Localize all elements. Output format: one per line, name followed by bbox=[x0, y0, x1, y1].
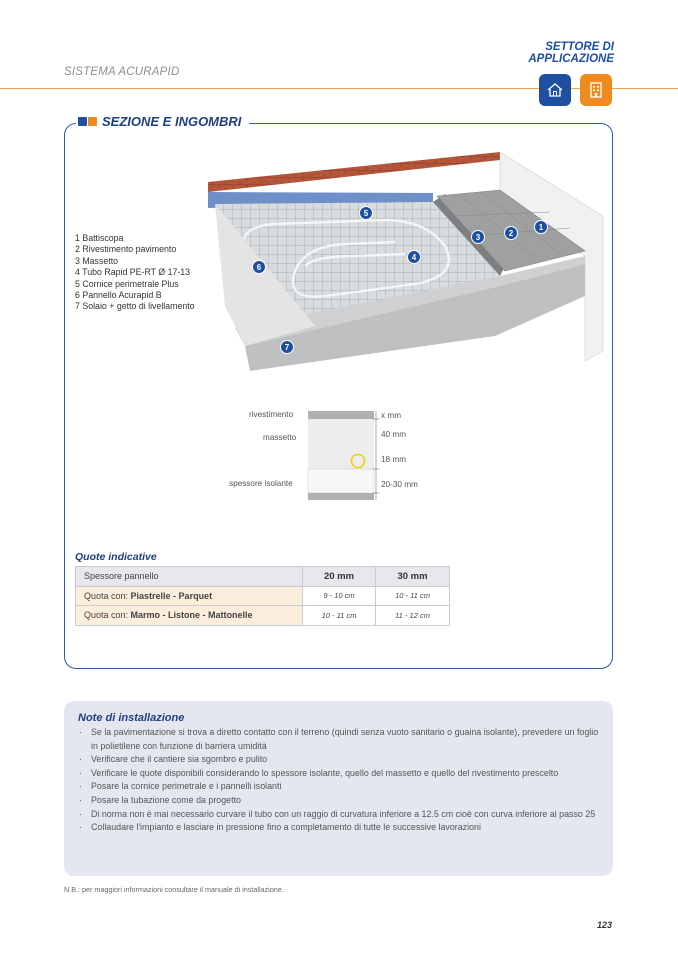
label-insulation: spessore isolante bbox=[229, 479, 293, 488]
table-row-label bbox=[76, 606, 303, 626]
list-item: · Collaudare l'impianto e lasciare in pressione fino a completamento di tutte le successive lavorazioni bbox=[78, 821, 599, 835]
legend-item: 7 Solaio + getto di livellamento bbox=[75, 301, 195, 312]
system-title: SISTEMA ACURAPID bbox=[64, 66, 180, 78]
table-cell: 9 - 10 cm bbox=[303, 586, 376, 606]
table-row-label bbox=[76, 586, 303, 606]
layer-diagram bbox=[305, 407, 383, 503]
floor-section-illustration bbox=[205, 146, 605, 371]
callout-5: 5 bbox=[363, 209, 369, 218]
dim-coating: x mm bbox=[381, 411, 402, 420]
table-cell: 10 - 11 cm bbox=[303, 606, 376, 626]
quote-title: Quote indicative bbox=[75, 551, 157, 563]
list-item: · Posare la tubazione come da progetto bbox=[78, 794, 599, 808]
header-divider bbox=[0, 88, 678, 89]
blue-square-icon bbox=[78, 117, 87, 126]
table-cell: 11 - 12 cm bbox=[376, 606, 450, 626]
table-cell: 10 - 11 cm bbox=[376, 586, 450, 606]
table-header-cell: Spessore pannello bbox=[76, 567, 303, 587]
table-header-cell: 20 mm bbox=[303, 567, 376, 587]
row-prefix: Quota con: bbox=[84, 610, 131, 621]
table-header-row bbox=[76, 567, 450, 587]
label-coating: rivestimento bbox=[249, 410, 294, 419]
row-label: Marmo - Listone - Mattonelle bbox=[130, 610, 253, 621]
notes-title: Note di installazione bbox=[78, 712, 185, 724]
list-item: · Di norma non è mai necessario curvare il tubo con un raggio di curvatura inferiore a 12.5 cm cioè con curva inferiore al passo 25 bbox=[78, 808, 599, 822]
dim-insulation: 20-30 mm bbox=[381, 480, 418, 489]
home-icon bbox=[539, 74, 571, 106]
dim-screed: 40 mm bbox=[381, 430, 407, 439]
sector-line-2: APPLICAZIONE bbox=[528, 53, 614, 65]
callout-3: 3 bbox=[475, 233, 481, 242]
sector-line-1: SETTORE DI bbox=[545, 41, 614, 53]
list-item: · Verificare che il cantiere sia sgombro e pulito bbox=[78, 753, 599, 767]
callout-4: 4 bbox=[411, 253, 417, 262]
page-number: 123 bbox=[596, 920, 612, 930]
dim-pipe: 18 mm bbox=[381, 455, 407, 464]
callout-2: 2 bbox=[508, 229, 514, 238]
installation-notes bbox=[64, 701, 613, 876]
row-label: Piastrelle - Parquet bbox=[130, 590, 213, 601]
legend-item: 4 Tubo Rapid PE-RT Ø 17-13 bbox=[75, 267, 191, 278]
notes-list bbox=[78, 726, 599, 835]
section-title-text: SEZIONE E INGOMBRI bbox=[102, 114, 242, 129]
legend-item: 1 Battiscopa bbox=[75, 233, 124, 243]
list-item: · Posare la cornice perimetrale e i pannelli isolanti bbox=[78, 780, 599, 794]
section-title bbox=[76, 114, 249, 129]
row-prefix: Quota con: bbox=[84, 590, 131, 601]
table-row bbox=[76, 586, 450, 606]
list-item: · Se la pavimentazione si trova a diretto contatto con il terreno (quindi senza vuoto sanitario o guaina isolante), prevedere un foglio in polietilene con funzione di barriera umidità bbox=[78, 726, 599, 753]
sector-heading bbox=[528, 41, 614, 65]
quote-table bbox=[75, 566, 450, 626]
orange-square-icon bbox=[88, 117, 97, 126]
table-row bbox=[76, 606, 450, 626]
label-screed: massetto bbox=[263, 433, 297, 442]
brick-wall bbox=[208, 152, 500, 192]
list-item: · Verificare le quote disponibili considerando lo spessore isolante, quello del massetto e quello del rivestimento prescelto bbox=[78, 767, 599, 781]
callout-7: 7 bbox=[284, 343, 290, 352]
callout-6: 6 bbox=[256, 263, 262, 272]
legend-item: 5 Cornice perimetrale Plus bbox=[75, 278, 179, 289]
legend-item: 2 Rivestimento pavimento bbox=[75, 244, 177, 255]
callout-1: 1 bbox=[538, 223, 544, 232]
layer-base bbox=[308, 493, 374, 500]
legend-item: 3 Massetto bbox=[75, 255, 119, 266]
legend-item: 6 Pannello Acurapid B bbox=[75, 290, 162, 301]
legend-list bbox=[75, 233, 195, 313]
layer-insulation bbox=[308, 469, 374, 493]
footnote: N.B.: per maggiori informazioni consultare il manuale di installazione. bbox=[64, 885, 284, 894]
building-icon bbox=[580, 74, 612, 106]
layer-coating bbox=[308, 411, 374, 419]
table-header-cell: 30 mm bbox=[376, 567, 450, 587]
